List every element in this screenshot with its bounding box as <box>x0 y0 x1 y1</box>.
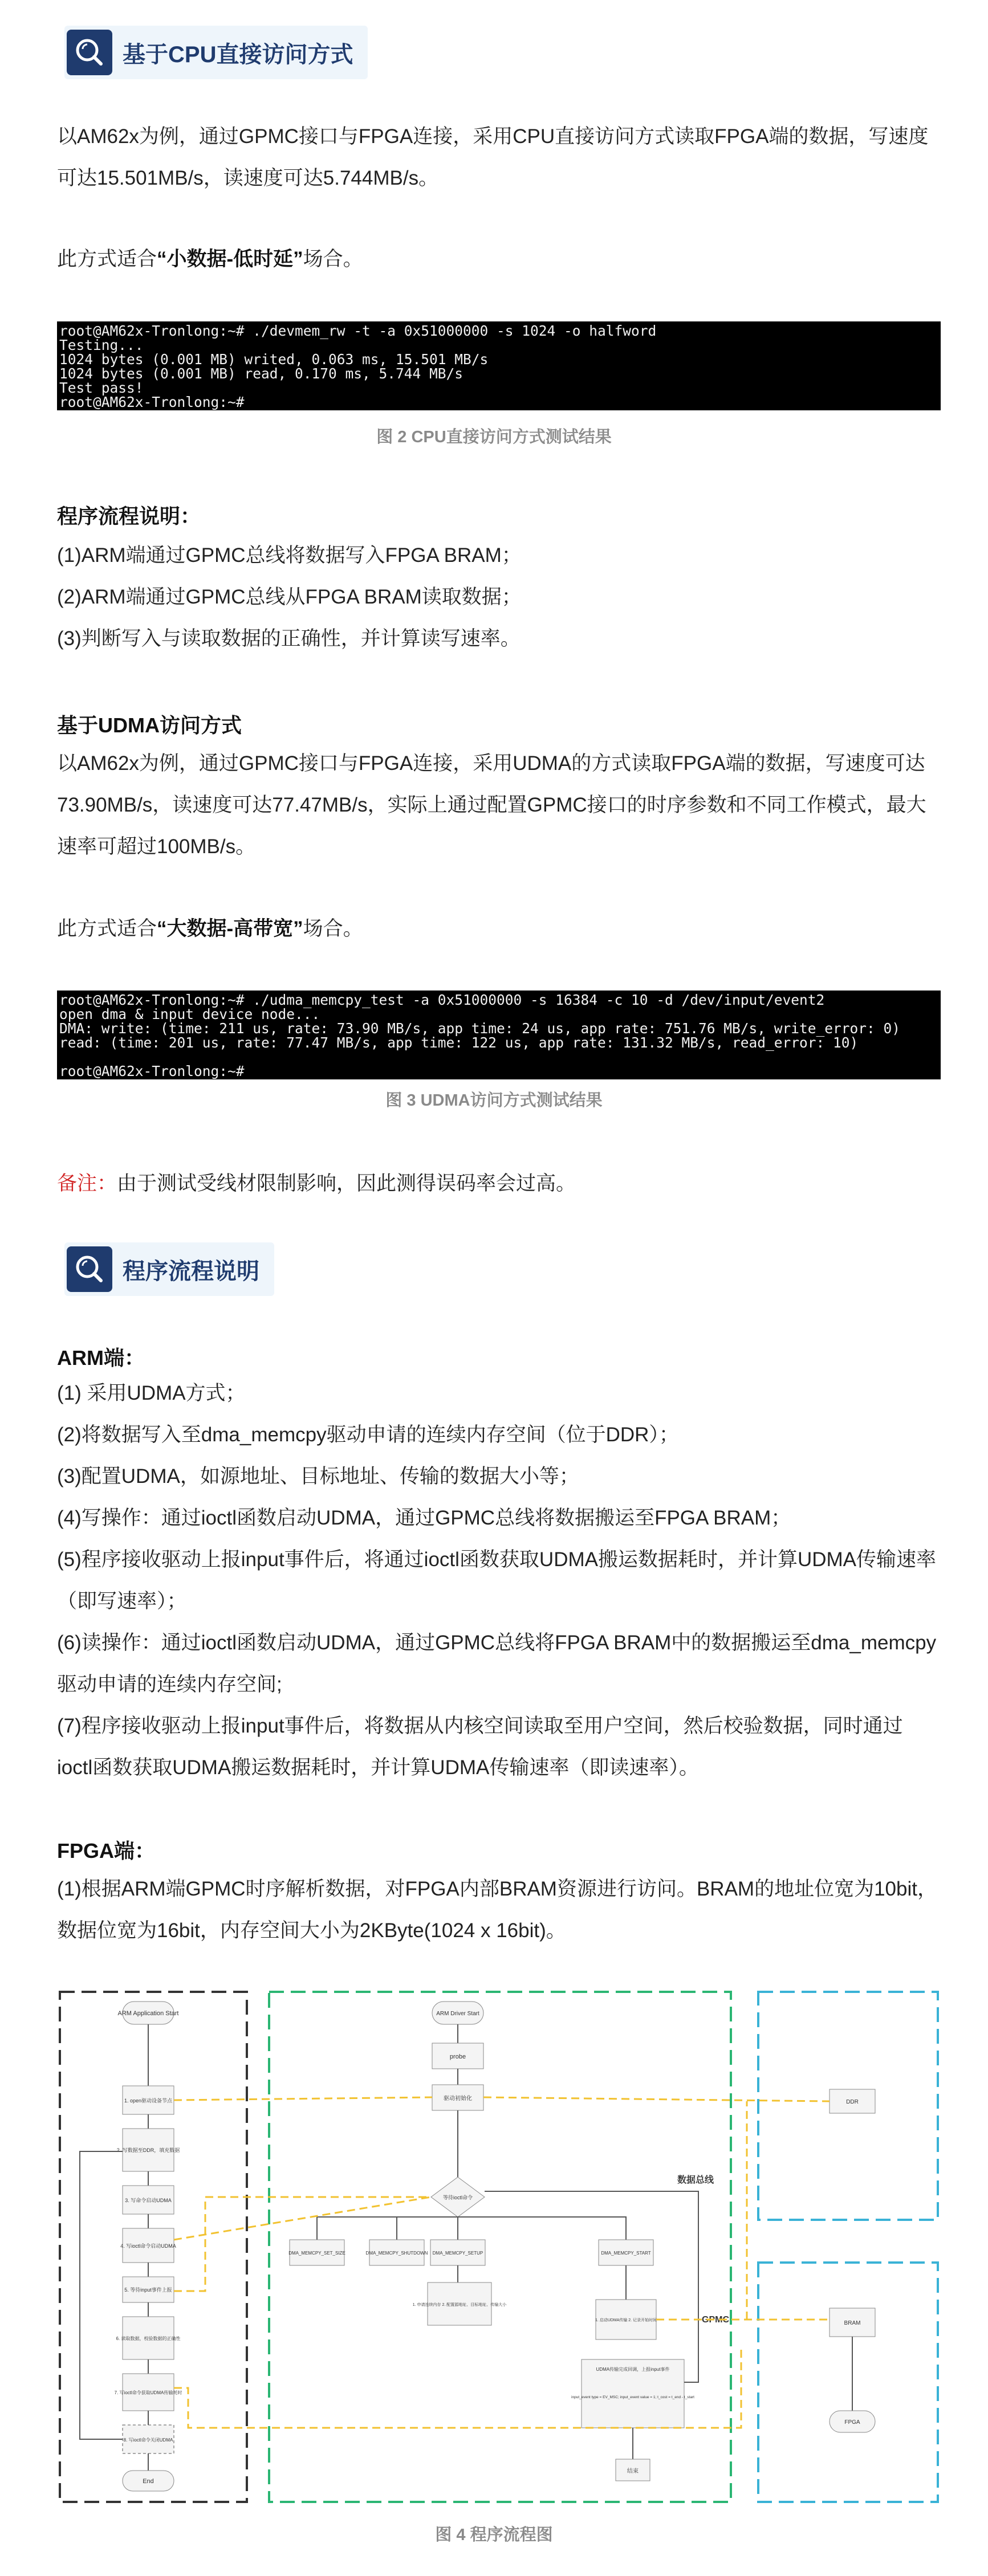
arm-item: (3)配置UDMA，如源地址、目标地址、传输的数据大小等； <box>57 1465 579 1487</box>
app-step-label: 6. 读取数据，校验数据的正确性 <box>116 2336 181 2341</box>
search-icon <box>67 30 112 75</box>
fpga-group-border <box>758 2263 938 2502</box>
driver-init-label: 驱动初始化 <box>444 2096 472 2102</box>
driver-cmd-label: DMA_MEMCPY_SHUTDOWN <box>365 2251 428 2256</box>
app-start-label: ARM Application Start <box>117 2010 179 2017</box>
app-step-label: 1. open驱动设备节点 <box>124 2098 173 2104</box>
terminal-line <box>59 1050 938 1064</box>
terminal-line: root@AM62x-Tronlong:~# <box>59 1063 245 1079</box>
driver-note-label: 1. 申请连续内存 2. 配置源地址、目标地址、传输大小 <box>412 2303 507 2307</box>
terminal-line: Test pass! <box>59 380 144 396</box>
driver-start-label: ARM Driver Start <box>436 2011 479 2017</box>
app-step-label: 3. 写命令启动UDMA <box>125 2198 172 2203</box>
arm-item: (5)程序接收驱动上报input事件后，将通过ioctl函数获取UDMA搬运数据耗时，并计算UDMA传输速率（即写速率）； <box>57 1548 937 1612</box>
paragraph-cpu-intro: 以AM62x为例，通过GPMC接口与FPGA连接，采用CPU直接访问方式读取FPGA端的数据，写速度可达15.501MB/s，读速度可达5.744MB/s。 <box>57 125 929 189</box>
figure-caption-3: 图 3 UDMA访问方式测试结果 <box>385 1091 603 1110</box>
section-title: 基于CPU直接访问方式 <box>123 42 353 67</box>
paragraph-udma-intro: 以AM62x为例，通过GPMC接口与FPGA连接，采用UDMA的方式读取FPGA端的数据，写速度可达73.90MB/s，读速度可达77.47MB/s，实际上通过配置GPMC接口的时序参数和不同工作模式，最大速率可超过100MB/s。 <box>57 752 926 858</box>
section-header-cpu <box>64 26 368 79</box>
terminal-udma-output <box>57 991 941 1079</box>
arm-item: (7)程序接收驱动上报input事件后，将数据从内核空间读取至用户空间，然后校验数据，同时通过ioctl函数获取UDMA搬运数据耗时，并计算UDMA传输速率（即读速率）。 <box>57 1715 903 1779</box>
bus-label: 数据总线 <box>677 2175 714 2185</box>
flow-heading: 程序流程说明： <box>57 504 201 528</box>
terminal-line: DMA: write: (time: 211 us, rate: 73.90 MB/s, app time: 24 us, app rate: 751.76 MB/s, write_error: 0) <box>59 1020 901 1037</box>
section-title: 程序流程说明 <box>123 1258 259 1284</box>
fpga-heading: FPGA端： <box>57 1839 156 1862</box>
flowchart-diagram <box>57 1989 941 2513</box>
search-icon <box>67 1246 112 1292</box>
paragraph-udma-scenario: 此方式适合“大数据-高带宽”场合。 <box>57 918 363 940</box>
udma-heading: 基于UDMA访问方式 <box>57 714 242 737</box>
app-end-label: End <box>143 2478 154 2485</box>
paragraph-cpu-scenario: 此方式适合“小数据-低时延”场合。 <box>57 248 363 270</box>
app-step-label: 8. 写ioctl命令关闭UDMA <box>123 2438 173 2443</box>
app-step-label: 7. 写ioctl命令获取UDMA传输耗时 <box>114 2390 182 2395</box>
arm-item: (1) 采用UDMA方式； <box>57 1382 246 1404</box>
terminal-line: root@AM62x-Tronlong:~# <box>59 394 245 410</box>
paragraph-fpga: (1)根据ARM端GPMC时序解析数据，对FPGA内部BRAM资源进行访问。BRAM的地址位宽为10bit，数据位宽为16bit，内存空间大小为2KByte(1024 x 16bit)。 <box>57 1878 937 1942</box>
driver-callback-label: UDMA传输完成回调，上报input事件 <box>596 2367 670 2372</box>
flow-item: (3)判断写入与读取数据的正确性，并计算读写速率。 <box>57 627 521 650</box>
driver-cmd-label: DMA_MEMCPY_START <box>601 2251 651 2256</box>
terminal-line: 1024 bytes (0.001 MB) read, 0.170 ms, 5.744 MB/s <box>59 365 463 382</box>
gpmc-label: GPMC <box>702 2315 729 2325</box>
flow-list <box>57 535 938 659</box>
driver-wait-label: 等待ioctl命令 <box>442 2195 473 2200</box>
note: 备注：由于测试受线材限制影响，因此测得误码率会过高。 <box>57 1172 576 1195</box>
terminal-line: 1024 bytes (0.001 MB) writed, 0.063 ms, 15.501 MB/s <box>59 351 489 368</box>
figure-caption-4: 图 4 程序流程图 <box>435 2526 553 2544</box>
note-label: 备注： <box>57 1172 117 1195</box>
driver-callback-detail: input_event type = EV_MSC; input_event value = 1; t_cost = t_end - t_start <box>571 2395 694 2399</box>
driver-note-label: 1. 启动UDMA传输 2. 记录开始时间 <box>595 2318 657 2322</box>
driver-end-label: 结束 <box>627 2468 639 2475</box>
arm-item: (6)读操作：通过ioctl函数启动UDMA，通过GPMC总线将FPGA BRAM中的数据搬运至dma_memcpy驱动申请的连续内存空间; <box>57 1632 937 1695</box>
app-step-label: 2. 写数据至DDR，填充数据 <box>116 2147 180 2153</box>
terminal-line: Testing... <box>59 337 144 353</box>
fpga-label: FPGA <box>844 2419 860 2426</box>
arm-list <box>57 1372 938 1788</box>
arm-heading: ARM端： <box>57 1346 145 1369</box>
terminal-line: root@AM62x-Tronlong:~# ./devmem_rw -t -a 0x51000000 -s 1024 -o halfword <box>59 323 657 339</box>
terminal-cpu-output <box>57 321 941 410</box>
terminal-line: read: (time: 201 us, rate: 77.47 MB/s, app time: 122 us, app rate: 131.32 MB/s, read_error: 10) <box>59 1034 859 1051</box>
driver-cmd-label: DMA_MEMCPY_SETUP <box>432 2251 483 2256</box>
terminal-line: open dma & input device node... <box>59 1006 320 1022</box>
driver-cmd-label: DMA_MEMCPY_SET_SIZE <box>288 2251 345 2256</box>
flow-item: (2)ARM端通过GPMC总线从FPGA BRAM读取数据； <box>57 586 522 608</box>
flow-item: (1)ARM端通过GPMC总线将数据写入FPGA BRAM； <box>57 544 522 566</box>
arm-item: (2)将数据写入至dma_memcpy驱动申请的连续内存空间（位于DDR）； <box>57 1424 679 1446</box>
terminal-line: root@AM62x-Tronlong:~# ./udma_memcpy_test -a 0x51000000 -s 16384 -c 10 -d /dev/input/event2 <box>59 992 825 1008</box>
app-step-label: 4. 写ioctl命令启动UDMA <box>120 2243 176 2249</box>
arm-item: (4)写操作：通过ioctl函数启动UDMA，通过GPMC总线将数据搬运至FPGA BRAM； <box>57 1507 791 1529</box>
bram-label: BRAM <box>844 2320 861 2326</box>
figure-caption-2: 图 2 CPU直接访问方式测试结果 <box>376 428 612 446</box>
app-step-label: 5. 等待input事件上报 <box>124 2287 172 2293</box>
ddr-label: DDR <box>846 2099 859 2105</box>
section-header-flow <box>64 1242 274 1296</box>
driver-probe-label: probe <box>449 2053 466 2060</box>
